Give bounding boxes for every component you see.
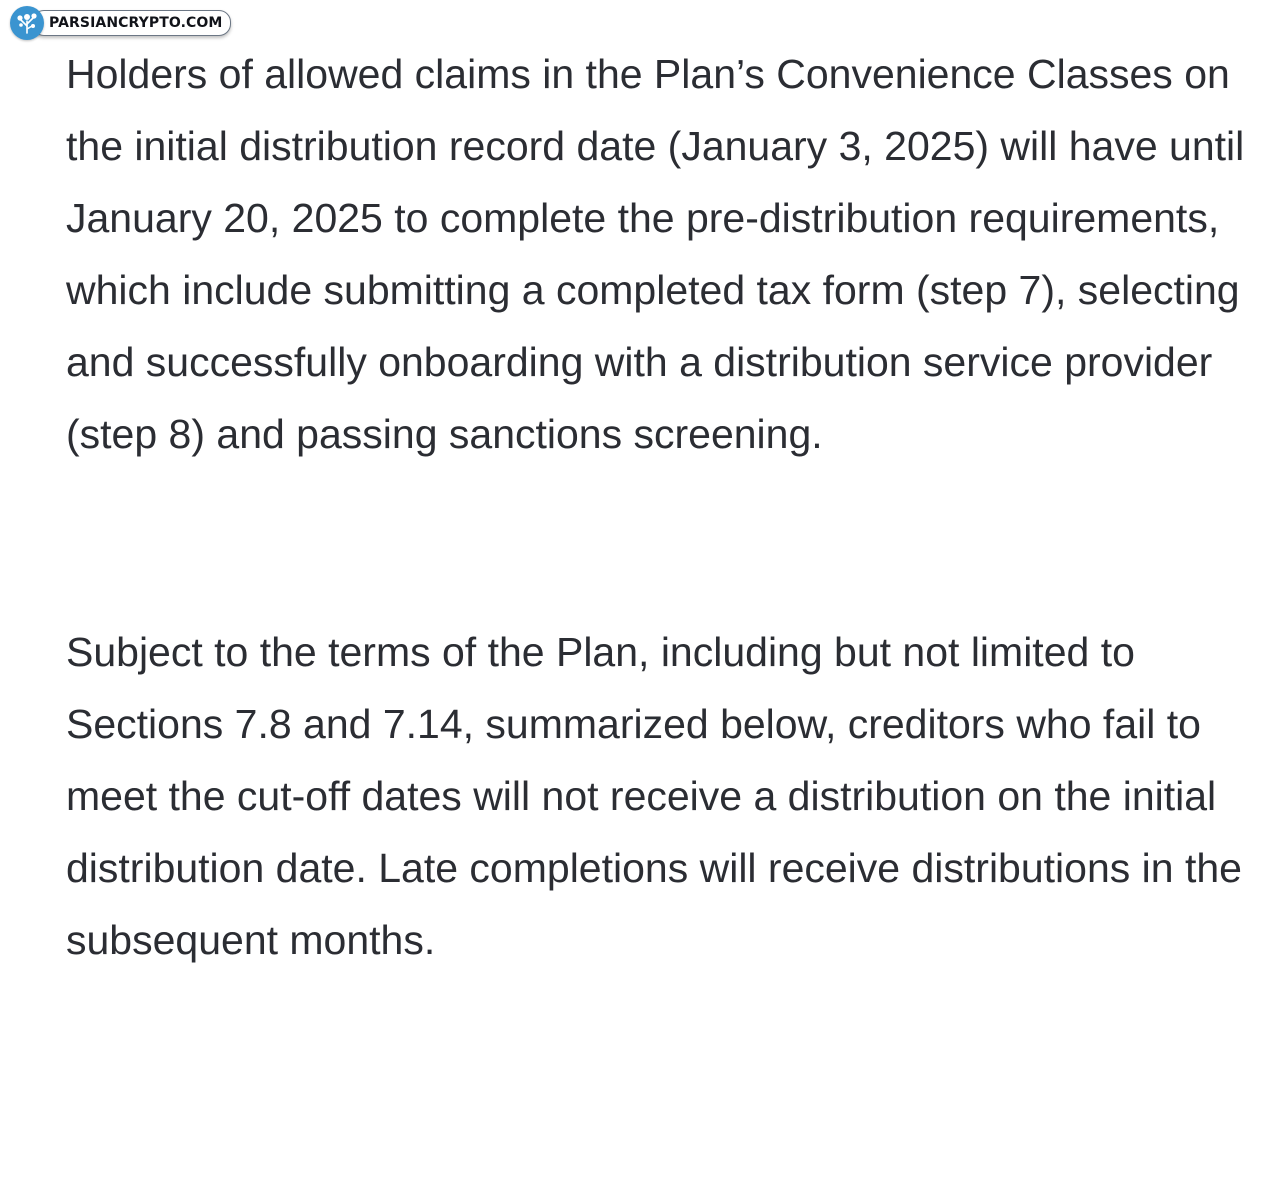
paragraph-cutoff-dates: Subject to the terms of the Plan, including but not limited to Sections 7.8 and 7.14, summarized below, creditors who fail to meet the cut-off dates will not receive a distribution on the initial distribution date. Late completions will receive distributions in the subsequent months.: [66, 629, 1242, 963]
watermark-label: PARSIANCRYPTO.COM: [32, 10, 231, 36]
watermark: [10, 6, 231, 40]
paragraph-distribution-requirements: Holders of allowed claims in the Plan’s Convenience Classes on the initial distribution record date (January 3, 2025) will have until January 20, 2025 to complete the pre-distribution requirements, which include submitting a completed tax form (step 7), selecting and successfully onboarding with a distribution service provider (step 8) and passing sanctions screening.: [66, 51, 1245, 457]
article-body: [66, 38, 1256, 976]
tree-logo-icon: [10, 6, 44, 40]
